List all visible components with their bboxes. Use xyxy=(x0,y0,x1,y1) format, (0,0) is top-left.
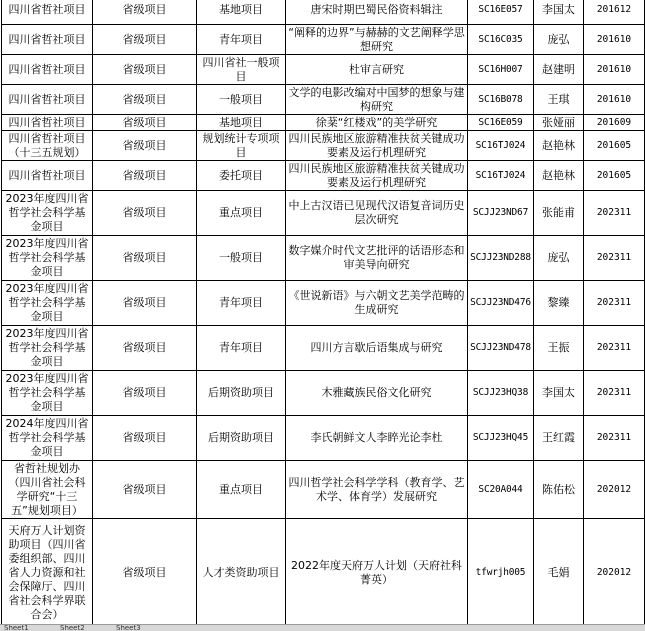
table-row xyxy=(2,326,645,371)
cell-type[interactable]: 一般项目 xyxy=(197,85,286,115)
table-row xyxy=(2,55,645,85)
cell-person[interactable]: 张能甫 xyxy=(534,191,584,236)
cell-code[interactable]: SCJJ23ND67 xyxy=(468,191,534,236)
cell-level[interactable]: 省级项目 xyxy=(93,461,197,519)
cell-title[interactable]: 《世说新语》与六朝文艺美学范畴的生成研究 xyxy=(286,281,468,326)
cell-person[interactable]: 庞弘 xyxy=(534,236,584,281)
project-table xyxy=(1,0,645,624)
cell-date[interactable]: 201605 xyxy=(584,131,645,161)
cell-code[interactable]: SCJJ23ND476 xyxy=(468,281,534,326)
table-row xyxy=(2,371,645,416)
cell-category[interactable]: 天府万人计划资助项目（四川省委组织部、四川省人力资源和社会保障厅、四川省社会科学界联合会） xyxy=(2,519,93,625)
cell-date[interactable]: 202311 xyxy=(584,281,645,326)
cell-category[interactable]: 2024年度四川省哲学社会科学基金项目 xyxy=(2,416,93,461)
table-row xyxy=(2,25,645,55)
cell-type[interactable]: 后期资助项目 xyxy=(197,371,286,416)
cell-person[interactable]: 李国太 xyxy=(534,0,584,25)
cell-title[interactable]: 木雅藏族民俗文化研究 xyxy=(286,371,468,416)
cell-date[interactable]: 201610 xyxy=(584,85,645,115)
cell-category[interactable]: 四川省哲社项目 xyxy=(2,55,93,85)
cell-category[interactable]: 2023年度四川省哲学社会科学基金项目 xyxy=(2,326,93,371)
table-row xyxy=(2,131,645,161)
cell-date[interactable]: 202311 xyxy=(584,191,645,236)
cell-category[interactable]: 四川省哲社项目 xyxy=(2,161,93,191)
cell-title[interactable]: 四川民族地区旅游精准扶贫关键成功要素及运行机理研究 xyxy=(286,161,468,191)
cell-type[interactable]: 重点项目 xyxy=(197,191,286,236)
cell-type[interactable]: 规划统计专项项目 xyxy=(197,131,286,161)
cell-level[interactable]: 省级项目 xyxy=(93,55,197,85)
table-row xyxy=(2,461,645,519)
table-row xyxy=(2,519,645,625)
cell-level[interactable]: 省级项目 xyxy=(93,131,197,161)
cell-title[interactable]: 四川民族地区旅游精准扶贫关键成功要素及运行机理研究 xyxy=(286,131,468,161)
cell-type[interactable]: 青年项目 xyxy=(197,326,286,371)
cell-category[interactable]: 四川省哲社项目 xyxy=(2,115,93,131)
cell-title[interactable]: 李氏朝鲜文人李睟光论李杜 xyxy=(286,416,468,461)
cell-date[interactable]: 202311 xyxy=(584,326,645,371)
cell-type[interactable]: 一般项目 xyxy=(197,236,286,281)
table-row xyxy=(2,0,645,25)
cell-code[interactable]: SC16TJ024 xyxy=(468,161,534,191)
cell-type[interactable]: 基地项目 xyxy=(197,0,286,25)
cell-date[interactable]: 201609 xyxy=(584,115,645,131)
cell-code[interactable]: SC16H007 xyxy=(468,55,534,85)
cell-code[interactable]: SCJJ23ND478 xyxy=(468,326,534,371)
cell-category[interactable]: 四川省哲社项目 xyxy=(2,25,93,55)
cell-category[interactable]: 四川省哲社项目（十三五规划） xyxy=(2,131,93,161)
cell-date[interactable]: 201610 xyxy=(584,55,645,85)
table-row xyxy=(2,191,645,236)
cell-level[interactable]: 省级项目 xyxy=(93,326,197,371)
cell-level[interactable]: 省级项目 xyxy=(93,416,197,461)
cell-category[interactable]: 2023年度四川省哲学社会科学基金项目 xyxy=(2,191,93,236)
cell-type[interactable]: 青年项目 xyxy=(197,281,286,326)
cell-category[interactable]: 2023年度四川省哲学社会科学基金项目 xyxy=(2,236,93,281)
cell-title[interactable]: 四川哲学社会科学学科（教育学、艺术学、体育学）发展研究 xyxy=(286,461,468,519)
cell-code[interactable]: SC16TJ024 xyxy=(468,131,534,161)
cell-code[interactable]: SCJJ23ND288 xyxy=(468,236,534,281)
cell-code[interactable]: SC16B078 xyxy=(468,85,534,115)
cell-level[interactable]: 省级项目 xyxy=(93,85,197,115)
cell-level[interactable]: 省级项目 xyxy=(93,115,197,131)
cell-level[interactable]: 省级项目 xyxy=(93,519,197,625)
cell-type[interactable]: 后期资助项目 xyxy=(197,416,286,461)
cell-code[interactable]: SC16C035 xyxy=(468,25,534,55)
cell-title[interactable]: 文学的电影改编对中国梦的想象与建构研究 xyxy=(286,85,468,115)
cell-code[interactable]: SC16E057 xyxy=(468,0,534,25)
cell-title[interactable]: 四川方言歇后语集成与研究 xyxy=(286,326,468,371)
cell-level[interactable]: 省级项目 xyxy=(93,281,197,326)
cell-type[interactable]: 基地项目 xyxy=(197,115,286,131)
cell-date[interactable]: 202012 xyxy=(584,461,645,519)
cell-person[interactable]: 赵建明 xyxy=(534,55,584,85)
cell-category[interactable]: 四川省哲社项目 xyxy=(2,85,93,115)
cell-category[interactable]: 四川省哲社项目 xyxy=(2,0,93,25)
cell-person[interactable]: 李国太 xyxy=(534,371,584,416)
table-row xyxy=(2,85,645,115)
cell-type[interactable]: 委托项目 xyxy=(197,161,286,191)
cell-category[interactable]: 2023年度四川省哲学社会科学基金项目 xyxy=(2,371,93,416)
cell-date[interactable]: 202311 xyxy=(584,371,645,416)
cell-title[interactable]: 徐棻“红楼戏”的美学研究 xyxy=(286,115,468,131)
table-row xyxy=(2,236,645,281)
cell-date[interactable]: 201610 xyxy=(584,25,645,55)
cell-person[interactable]: 张娅丽 xyxy=(534,115,584,131)
cell-type[interactable]: 四川省社一般项目 xyxy=(197,55,286,85)
cell-person[interactable]: 王红霞 xyxy=(534,416,584,461)
cell-level[interactable]: 省级项目 xyxy=(93,191,197,236)
table-row xyxy=(2,115,645,131)
cell-code[interactable]: SCJJ23HQ45 xyxy=(468,416,534,461)
table-row xyxy=(2,416,645,461)
table-row xyxy=(2,161,645,191)
cell-date[interactable]: 202311 xyxy=(584,416,645,461)
cell-level[interactable]: 省级项目 xyxy=(93,25,197,55)
sheet-tab[interactable]: Sheet1 xyxy=(4,624,29,631)
sheet-tab[interactable]: Sheet3 xyxy=(116,624,141,631)
cell-type[interactable]: 重点项目 xyxy=(197,461,286,519)
cell-person[interactable]: 赵艳林 xyxy=(534,161,584,191)
cell-date[interactable]: 201605 xyxy=(584,161,645,191)
cell-person[interactable]: 毛娟 xyxy=(534,519,584,625)
cell-date[interactable]: 202012 xyxy=(584,519,645,625)
cell-level[interactable]: 省级项目 xyxy=(93,161,197,191)
cell-code[interactable]: SC20A044 xyxy=(468,461,534,519)
cell-code[interactable]: SCJJ23HQ38 xyxy=(468,371,534,416)
cell-code[interactable]: tfwrjh005 xyxy=(468,519,534,625)
table-row xyxy=(2,281,645,326)
cell-person[interactable]: 赵艳林 xyxy=(534,131,584,161)
cell-person[interactable]: 庞弘 xyxy=(534,25,584,55)
sheet-tab[interactable]: Sheet2 xyxy=(60,624,85,631)
cell-title[interactable]: 杜审言研究 xyxy=(286,55,468,85)
cell-code[interactable]: SC16E059 xyxy=(468,115,534,131)
cell-title[interactable]: “阐释的边界”与赫赫的文艺阐释学思想研究 xyxy=(286,25,468,55)
cell-person[interactable]: 陈佑松 xyxy=(534,461,584,519)
cell-person[interactable]: 王琪 xyxy=(534,85,584,115)
cell-date[interactable]: 201612 xyxy=(584,0,645,25)
cell-title[interactable]: 中上古汉语已见现代汉语复音词历史层次研究 xyxy=(286,191,468,236)
cell-level[interactable]: 省级项目 xyxy=(93,0,197,25)
cell-person[interactable]: 黎臻 xyxy=(534,281,584,326)
cell-level[interactable]: 省级项目 xyxy=(93,371,197,416)
cell-title[interactable]: 2022年度天府万人计划（天府社科菁英） xyxy=(286,519,468,625)
cell-level[interactable]: 省级项目 xyxy=(93,236,197,281)
cell-person[interactable]: 王振 xyxy=(534,326,584,371)
cell-title[interactable]: 数字媒介时代文艺批评的话语形态和审美导向研究 xyxy=(286,236,468,281)
cell-type[interactable]: 青年项目 xyxy=(197,25,286,55)
cell-category[interactable]: 省哲社规划办（四川省社会科学研究“十三五”规划项目） xyxy=(2,461,93,519)
cell-category[interactable]: 2023年度四川省哲学社会科学基金项目 xyxy=(2,281,93,326)
table-body xyxy=(2,0,645,624)
cell-date[interactable]: 202311 xyxy=(584,236,645,281)
cell-type[interactable]: 人才类资助项目 xyxy=(197,519,286,625)
cell-title[interactable]: 唐宋时期巴蜀民俗资料辑注 xyxy=(286,0,468,25)
